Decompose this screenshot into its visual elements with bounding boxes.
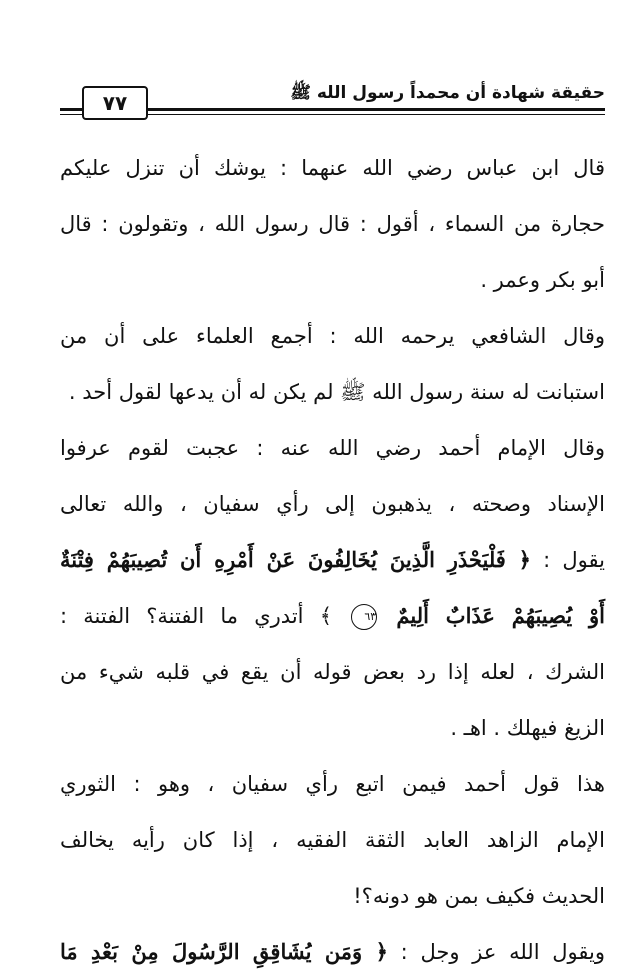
quran-verse: ﴿ وَمَن يُشَاقِقِ الرَّسُولَ مِنْ بَعْدِ مَا <box>60 939 388 964</box>
text-line: وقال الشافعي يرحمه الله : أجمع العلماء على أن من <box>60 324 605 348</box>
ayah-number-mark: ٦٣ <box>351 604 377 630</box>
text-segment: ويقول الله عز وجل : <box>400 940 605 964</box>
text-line-with-quran <box>60 588 605 644</box>
text-line: الحديث فكيف بمن هو دونه؟! <box>353 884 605 908</box>
text-line-with-quran <box>60 924 605 980</box>
running-title: حقيقة شهادة أن محمداً رسول الله ﷺ <box>290 83 605 103</box>
text-line: قال ابن عباس رضي الله عنهما : يوشك أن تنزل عليكم <box>60 156 605 180</box>
text-line: حجارة من السماء ، أقول : قال رسول الله ، وتقولون : قال <box>60 212 605 236</box>
page-number: ٧٧ <box>82 86 148 120</box>
text-line: الشرك ، لعله إذا رد بعض قوله أن يقع في قلبه شيء من <box>60 660 605 684</box>
text-line: الإسناد وصحته ، يذهبون إلى رأي سفيان ، والله تعالى <box>60 492 605 516</box>
text-line-with-quran <box>60 532 605 588</box>
text-line: هذا قول أحمد فيمن اتبع رأي سفيان ، وهو : الثوري <box>60 772 605 796</box>
text-segment: ﴾ أتدري ما الفتنة؟ الفتنة : <box>60 604 333 628</box>
text-line: الزيغ فيهلك . اهـ . <box>450 716 605 740</box>
text-line: أبو بكر وعمر . <box>480 268 605 292</box>
text-line: استبانت له سنة رسول الله ﷺ لم يكن له أن يدعها لقول أحد . <box>68 380 605 404</box>
text-segment: يقول : <box>543 548 605 572</box>
quran-verse: أَوْ يُصِيبَهُمْ عَذَابٌ أَلِيمٌ <box>396 603 605 628</box>
text-line: الإمام الزاهد العابد الثقة الفقيه ، إذا كان رأيه يخالف <box>60 828 605 852</box>
quran-verse: ﴿ فَلْيَحْذَرِ الَّذِينَ يُخَالِفُونَ عَنْ أَمْرِهِ أَن تُصِيبَهُمْ فِتْنَةٌ <box>60 547 531 572</box>
text-line: وقال الإمام أحمد رضي الله عنه : عجبت لقوم عرفوا <box>60 436 605 460</box>
body-text <box>60 140 605 980</box>
page-header <box>60 78 605 122</box>
